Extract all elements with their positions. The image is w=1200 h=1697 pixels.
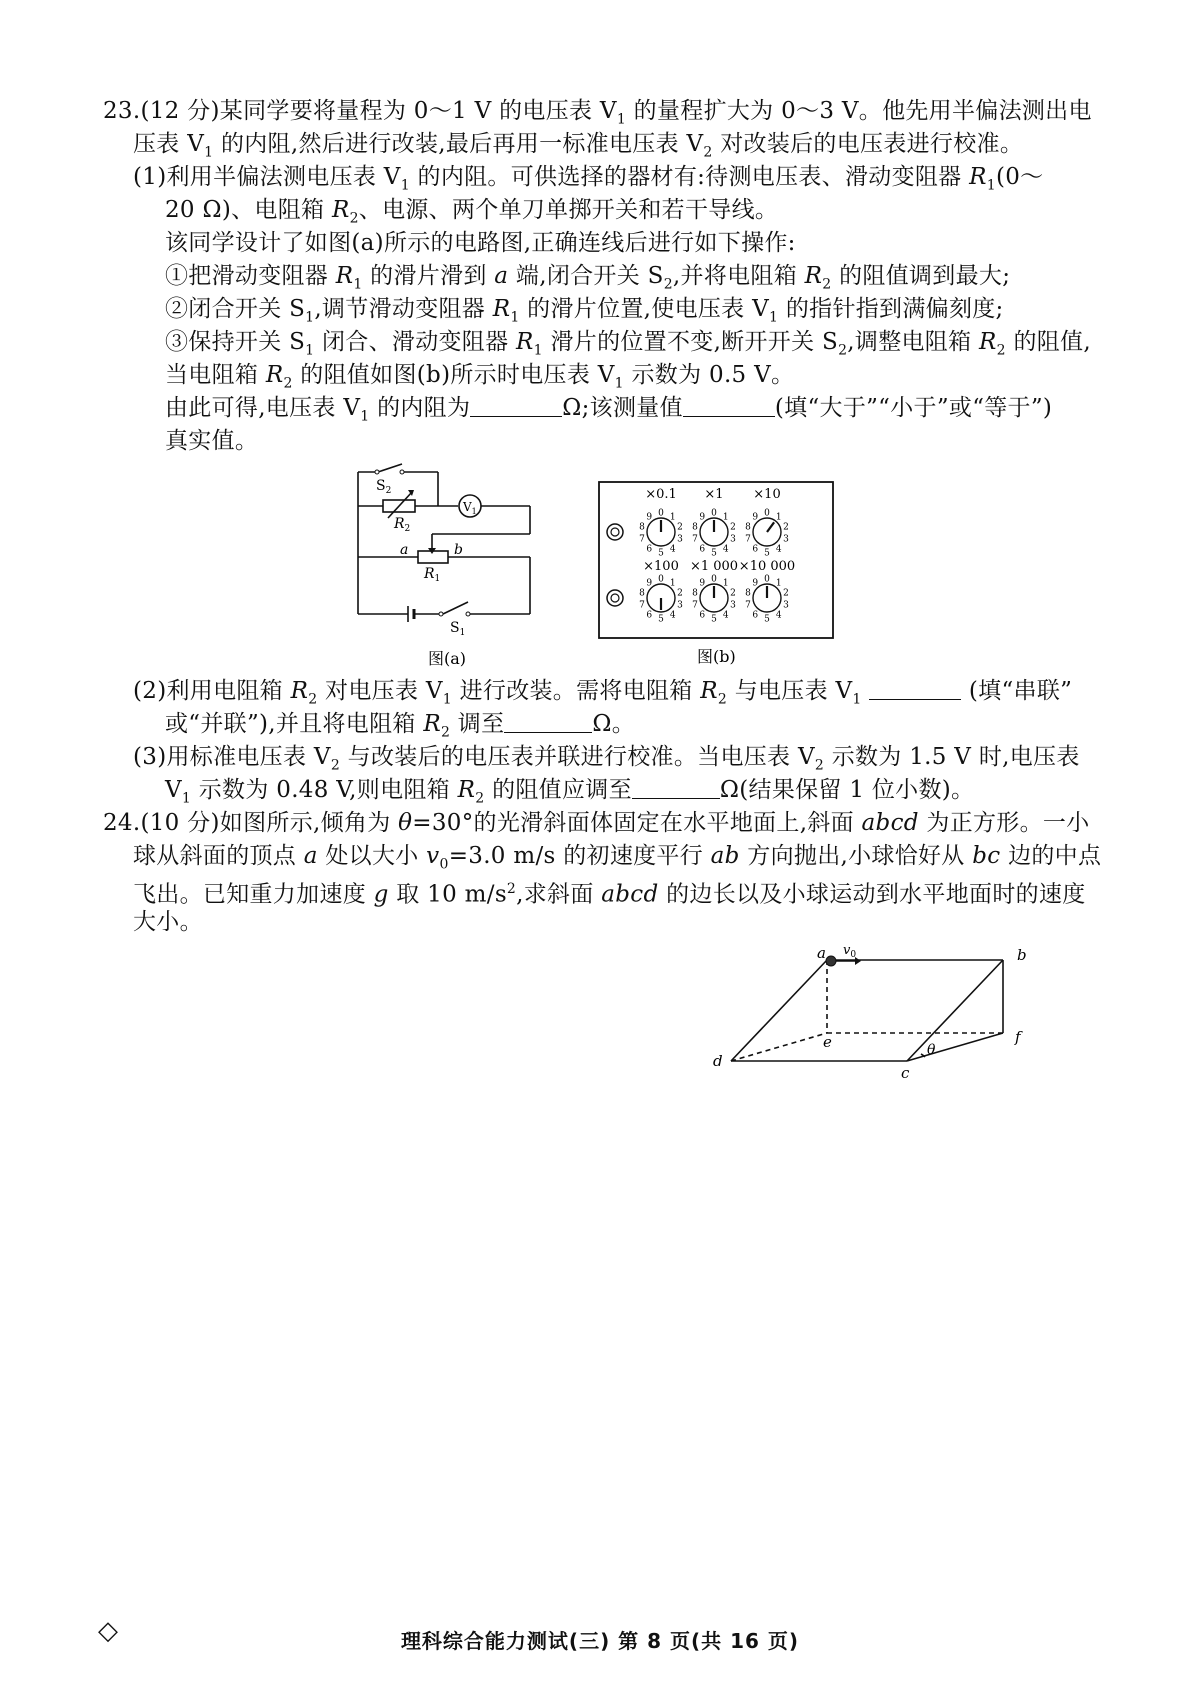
q23-line-2: 压表 $V_1$ 的内阻,然后进行改装,最后再用一标准电压表 $V_2$ 对改装后的电压表进行校准。 (133, 131, 1024, 161)
dial-digit: 3 (730, 600, 736, 611)
caption-fig-a: 图(a) (428, 649, 467, 668)
q23-design-text: 该同学设计了如图(a)所示的电路图,正确连线后进行如下操作: (165, 230, 796, 256)
q23-part3-line-1: (3)用标准电压表 $V_2$ 与改装后的电压表并联进行校准。当电压表 $V_2$ 示数为 1.5 V 时,电压表 (133, 744, 1080, 774)
label-b: b (454, 542, 463, 558)
dial-multiplier-label: ×0.1 (645, 487, 677, 502)
dial-digit: 9 (646, 578, 653, 589)
dial-multiplier-label: ×10 (753, 487, 781, 502)
dial-digit: 1 (669, 578, 676, 589)
dial-digit: 7 (692, 600, 698, 611)
dial-digit: 9 (699, 578, 706, 589)
circuit-diagram-a (350, 462, 550, 672)
vertex-d-label: d (713, 1052, 723, 1070)
answer-blank-r2-value[interactable] (504, 712, 592, 733)
dial-digit: 4 (722, 544, 729, 555)
dial-digit: 4 (775, 610, 782, 621)
q23-part2-line-2: 或“并联”),并且将电阻箱 $R_2$ 调至 Ω。 (165, 711, 636, 741)
dial-digit: 5 (658, 548, 664, 559)
incline-diagram (705, 940, 1045, 1080)
dial-digit: 8 (692, 588, 698, 599)
q23-result-line-2: 真实值。 (165, 428, 259, 454)
dial-digit: 6 (646, 610, 653, 621)
q23-part2-line-1: (2)利用电阻箱 $R_2$ 对电压表 $V_1$ 进行改装。需将电阻箱 $R_2$ 与电压表 $V_1$ (填“串联” (133, 678, 1073, 708)
q23-step-3: ③保持开关 $S_1$ 闭合、滑动变阻器 $R_1$ 滑片的位置不变,断开开关 $S_2$,调整电阻箱 $R_2$ 的阻值, (165, 329, 1091, 359)
dial-digit: 8 (639, 522, 645, 533)
dial-digit: 5 (764, 614, 770, 625)
dial-digit: 5 (711, 548, 717, 559)
dial-digit: 7 (639, 600, 645, 611)
dial-digit: 0 (764, 574, 770, 585)
dial-digit: 7 (745, 600, 751, 611)
dial-digit: 1 (775, 578, 782, 589)
dial-digit: 4 (669, 544, 676, 555)
caption-fig-b: 图(b) (697, 647, 736, 666)
q24-line-1: 24.(10 分)如图所示,倾角为 θ=30°的光滑斜面体固定在水平地面上,斜面 abcd 为正方形。一小 (103, 810, 1090, 836)
label-r1: $R_1$ (424, 566, 441, 584)
label-a: a (400, 542, 409, 558)
q23-step-2: ②闭合开关 $S_1$,调节滑动变阻器 $R_1$ 的滑片位置,使电压表 $V_1$ 的指针指到满偏刻度; (165, 296, 1004, 326)
dial-digit: 1 (722, 578, 729, 589)
vertex-f-label: f (1015, 1028, 1021, 1046)
dial-digit: 8 (692, 522, 698, 533)
dial-digit: 2 (677, 522, 683, 533)
dial-digit: 0 (658, 574, 664, 585)
q24-line-3: 飞出。已知重力加速度 g 取 10 $m/s^2$,求斜面 abcd 的边长以及小球运动到水平地面时的速度 (133, 881, 1086, 908)
dial-digit: 9 (752, 512, 759, 523)
label-s2: $S_2$ (376, 478, 392, 496)
answer-blank-resistance[interactable] (470, 396, 562, 417)
answer-blank-r2-calibrated[interactable] (632, 778, 720, 799)
dial-digit: 9 (699, 512, 706, 523)
dial-digit: 3 (783, 534, 789, 545)
dial-digit: 8 (639, 588, 645, 599)
label-r2: $R_2$ (394, 516, 411, 534)
dial-multiplier-label: ×10 000 (738, 559, 796, 574)
label-s1: $S_1$ (450, 620, 466, 638)
q23-part1-line-1: (1)利用半偏法测电压表 $V_1$ 的内阻。可供选择的器材有:待测电压表、滑动变阻器 $R_1(0\sim$ (133, 164, 1044, 194)
answer-blank-comparison[interactable] (683, 396, 775, 417)
dial-digit: 6 (699, 610, 706, 621)
q23-step-3-cont: 当电阻箱 $R_2$ 的阻值如图(b)所示时电压表 $V_1$ 示数为 0.5 V。 (165, 362, 795, 392)
dial-digit: 8 (745, 588, 751, 599)
dial-digit: 0 (764, 508, 770, 519)
dial-digit: 7 (639, 534, 645, 545)
dial-digit: 6 (752, 610, 759, 621)
dial-digit: 5 (764, 548, 770, 559)
dial-digit: 3 (783, 600, 789, 611)
vertex-a-label: a (817, 944, 826, 962)
q24-line-4: 大小。 (133, 909, 203, 935)
resistance-box-b (597, 480, 837, 672)
dial-multiplier-label: ×1 000 (689, 559, 739, 574)
page-footer: 理科综合能力测试(三) 第 8 页(共 16 页) (400, 1629, 800, 1653)
dial-digit: 0 (658, 508, 664, 519)
dial-digit: 3 (677, 600, 683, 611)
q23-part1-line-2: 20 Ω)、电阻箱 $R_2$、电源、两个单刀单掷开关和若干导线。 (165, 197, 779, 227)
vertex-b-label: b (1017, 946, 1027, 964)
dial-digit: 1 (722, 512, 729, 523)
dial-digit: 9 (646, 512, 653, 523)
q23-line-1: 23.(12 分)某同学要将量程为 0～1 V 的电压表 $V_1$ 的量程扩大为 0～3 V。他先用半偏法测出电 (103, 98, 1092, 128)
q23-result-line: 由此可得,电压表 $V_1$ 的内阻为 Ω;该测量值 (填“大于”“小于”或“等于”) (165, 395, 1053, 425)
dial-digit: 9 (752, 578, 759, 589)
dial-digit: 0 (711, 574, 717, 585)
dial-digit: 3 (730, 534, 736, 545)
dial-digit: 4 (775, 544, 782, 555)
dial-multiplier-label: ×100 (643, 559, 679, 574)
v0-label: $v_0$ (843, 943, 857, 960)
dial-digit: 5 (658, 614, 664, 625)
dial-digit: 1 (669, 512, 676, 523)
dial-digit: 8 (745, 522, 751, 533)
dial-digit: 1 (775, 512, 782, 523)
dial-digit: 2 (730, 522, 736, 533)
q24-line-2: 球从斜面的顶点 a 处以大小 $v_0=3.0$ m/s 的初速度平行 ab 方向抛出,小球恰好从 bc 边的中点 (133, 843, 1102, 873)
dial-digit: 4 (669, 610, 676, 621)
dial-digit: 0 (711, 508, 717, 519)
dial-digit: 2 (783, 588, 789, 599)
answer-blank-connection[interactable] (869, 679, 961, 700)
dial-digit: 6 (699, 544, 706, 555)
dial-digit: 5 (711, 614, 717, 625)
vertex-c-label: c (901, 1064, 910, 1080)
label-v1: $V_1$ (463, 500, 477, 516)
dial-multiplier-label: ×1 (704, 487, 724, 502)
dial-digit: 2 (677, 588, 683, 599)
dial-digit: 4 (722, 610, 729, 621)
dial-digit: 7 (745, 534, 751, 545)
page-marker-diamond: ◇ (98, 1616, 118, 1646)
q23-part3-line-2: $V_1$ 示数为 0.48 V,则电阻箱 $R_2$ 的阻值应调至 Ω(结果保留 1 位小数)。 (165, 777, 975, 807)
dial-digit: 2 (783, 522, 789, 533)
dial-digit: 2 (730, 588, 736, 599)
angle-theta-label: θ (927, 1042, 936, 1058)
dial-digit: 3 (677, 534, 683, 545)
dial-digit: 7 (692, 534, 698, 545)
vertex-e-label: e (823, 1033, 832, 1051)
dial-digit: 6 (646, 544, 653, 555)
dial-digit: 6 (752, 544, 759, 555)
q23-step-1: ①把滑动变阻器 $R_1$ 的滑片滑到 a 端,闭合开关 $S_2$,并将电阻箱 $R_2$ 的阻值调到最大; (165, 263, 1011, 293)
